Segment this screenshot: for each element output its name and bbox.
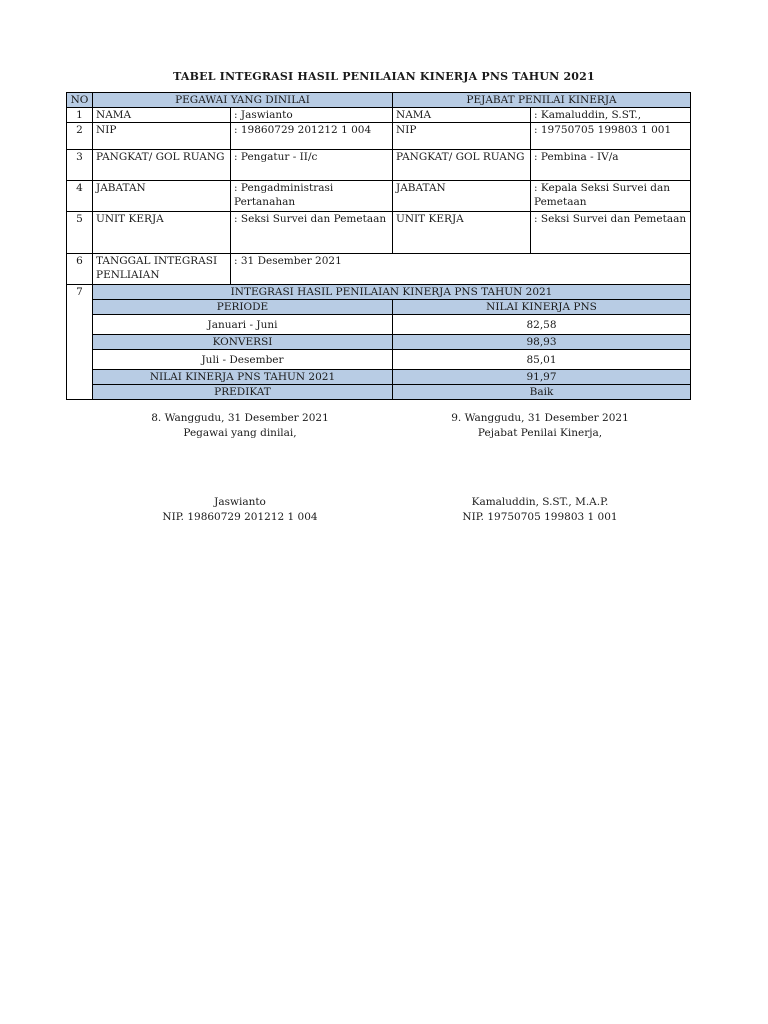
row-no: 4 <box>67 181 93 212</box>
sign-name: Jaswianto <box>214 496 266 508</box>
page-title: TABEL INTEGRASI HASIL PENILAIAN KINERJA PNS TAHUN 2021 <box>173 70 595 83</box>
row-label-left: NAMA <box>93 108 231 123</box>
row-no: 1 <box>67 108 93 123</box>
sign-nip: NIP. 19860729 201212 1 004 <box>162 511 318 523</box>
sign-place-date: 8. Wanggudu, 31 Desember 2021 <box>151 412 329 424</box>
tanggal-value: : 31 Desember 2021 <box>231 254 691 285</box>
nilai-label: NILAI KINERJA PNS <box>393 300 691 315</box>
row-value-left: : Pengadministrasi Pertanahan <box>231 181 393 212</box>
row-label-right: UNIT KERJA <box>393 212 531 254</box>
row-value-left: : Seksi Survei dan Pemetaan <box>231 212 393 254</box>
konversi-value: 98,93 <box>393 335 691 350</box>
integrasi-heading: INTEGRASI HASIL PENILAIAN KINERJA PNS TAHUN 2021 <box>93 285 691 300</box>
row-value-right: : 19750705 199803 1 001 <box>531 123 691 150</box>
sign-place-date: 9. Wanggudu, 31 Desember 2021 <box>451 412 629 424</box>
row-value-right: : Pembina - IV/a <box>531 150 691 181</box>
signature-left <box>130 411 350 525</box>
row-value-left: : 19860729 201212 1 004 <box>231 123 393 150</box>
row-label-left: NIP <box>93 123 231 150</box>
signature-right <box>430 411 650 525</box>
sign-role: Pegawai yang dinilai, <box>183 427 297 439</box>
nilai-2: 85,01 <box>393 350 691 370</box>
periode-1: Januari - Juni <box>93 315 393 335</box>
row-label-left: PANGKAT/ GOL RUANG <box>93 150 231 181</box>
row-no: 6 <box>67 254 93 285</box>
row-value-right: : Kepala Seksi Survei dan Pemetaan <box>531 181 691 212</box>
row-value-left: : Pengatur - II/c <box>231 150 393 181</box>
periode-2: Juli - Desember <box>93 350 393 370</box>
table-row <box>67 108 691 123</box>
tanggal-label: TANGGAL INTEGRASI PENLIAIAN <box>93 254 231 285</box>
header-no: NO <box>67 93 93 108</box>
row-label-right: PANGKAT/ GOL RUANG <box>393 150 531 181</box>
row-no: 7 <box>67 285 93 400</box>
header-pejabat: PEJABAT PENILAI KINERJA <box>393 93 691 108</box>
row-value-right: : Seksi Survei dan Pemetaan <box>531 212 691 254</box>
sign-nip: NIP. 19750705 199803 1 001 <box>462 511 618 523</box>
row-no: 5 <box>67 212 93 254</box>
sign-role: Pejabat Penilai Kinerja, <box>477 427 603 439</box>
row-no: 3 <box>67 150 93 181</box>
table-row <box>67 123 691 150</box>
row-label-right: NAMA <box>393 108 531 123</box>
row-label-right: JABATAN <box>393 181 531 212</box>
nilai-1: 82,58 <box>393 315 691 335</box>
row-no: 2 <box>67 123 93 150</box>
table-row <box>67 212 691 254</box>
table-row <box>67 181 691 212</box>
table-row <box>67 150 691 181</box>
header-pegawai: PEGAWAI YANG DINILAI <box>93 93 393 108</box>
row-label-left: UNIT KERJA <box>93 212 231 254</box>
row-value-left: : Jaswianto <box>231 108 393 123</box>
sign-name: Kamaluddin, S.ST., M.A.P. <box>471 496 609 508</box>
predikat-value: Baik <box>393 385 691 400</box>
performance-table <box>66 92 691 400</box>
tahun-label: NILAI KINERJA PNS TAHUN 2021 <box>93 370 393 385</box>
table-row <box>67 254 691 285</box>
periode-label: PERIODE <box>93 300 393 315</box>
row-label-left: JABATAN <box>93 181 231 212</box>
row-value-right: : Kamaluddin, S.ST., <box>531 108 691 123</box>
row-label-right: NIP <box>393 123 531 150</box>
predikat-label: PREDIKAT <box>93 385 393 400</box>
tahun-value: 91,97 <box>393 370 691 385</box>
konversi-label: KONVERSI <box>93 335 393 350</box>
